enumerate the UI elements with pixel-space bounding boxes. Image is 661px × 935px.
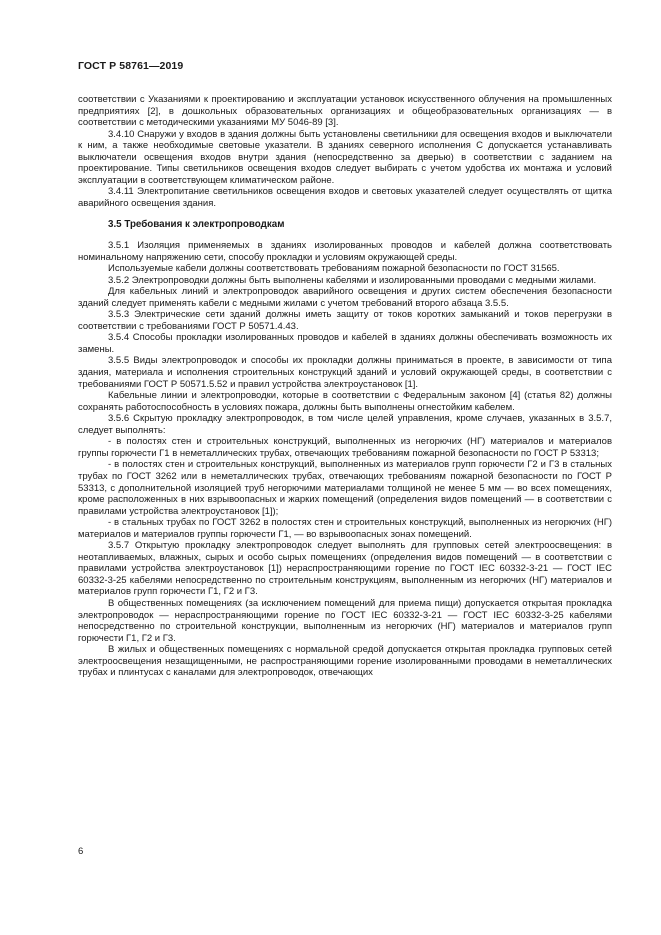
page-number: 6 — [78, 846, 84, 857]
paragraph: 3.4.10 Снаружи у входов в здания должны быть установлены светильники для освещения входов и выключатели к ним, а также необходимые световые указатели. В зданиях северного исполнения С допускается устанавливать выключатели освещения входов внутри здания (непосредственно за дверью) в соответствии с заданием на проектирование. Типы светильников освещения входов следует выбирать с учетом удобства их монтажа и условий эксплуатации в соответствующем климатическом районе. — [78, 128, 612, 186]
paragraph: 3.5.3 Электрические сети зданий должны иметь защиту от токов коротких замыканий и токов перегрузки в соответствии с требованиями ГОСТ Р 50571.4.43. — [78, 309, 612, 332]
paragraph: 3.5.2 Электропроводки должны быть выполнены кабелями и изолированными проводами с медными жилами. — [108, 274, 597, 286]
paragraph: соответствии с Указаниями к проектированию и эксплуатации установок искусственного облучения на промышленных предприятиях [2], в дошкольных образовательных организациях и общеобразовательных организациях — в соответствии с методическими указаниями МУ 5046-89 [3]. — [78, 94, 612, 129]
paragraph: Для кабельных линий и электропроводок аварийного освещения и других систем обеспечения безопасности зданий следует применять кабели с медными жилами с учетом требований второго абзаца 3.5.5. — [78, 286, 612, 309]
paragraph: Используемые кабели должны соответствовать требованиям пожарной безопасности по ГОСТ 31565. — [108, 263, 560, 275]
document-header: ГОСТ Р 58761—2019 — [78, 60, 184, 72]
paragraph: 3.4.11 Электропитание светильников освещения входов и световых указателей следует осуществлять от щитка аварийного освещения здания. — [78, 186, 612, 209]
paragraph: - в полостях стен и строительных конструкций, выполненных из материалов групп горючести Г2 и Г3 в стальных трубах по ГОСТ 3262 или в неметаллических трубах, отвечающих требованиям пожарной безопасности по ГОСТ Р 53313, с дополнительной изоляцией труб негорючими материалами толщиной не менее 5 мм — во всех помещениях, кроме расположенных в них взрывоопасных и жарких помещений (определения видов помещений — в соответствии с правилами устройства электроустановок [1]); — [78, 459, 612, 517]
paragraphs-after-section — [78, 240, 612, 679]
paragraph: 3.5.1 Изоляция применяемых в зданиях изолированных проводов и кабелей должна соответствовать номинальному напряжению сети, способу прокладки и условиям окружающей среды. — [78, 240, 612, 263]
paragraph: В общественных помещениях (за исключением помещений для приема пищи) допускается открытая прокладка электропроводок — нераспространяющими горение по ГОСТ IEC 60332-3-21 — ГОСТ IEC 60332-3-25 кабелями непосредственно по строительной конструкции, выполненным из негорючих (НГ) материалов и материалов групп горючести Г1, Г2 и Г3. — [78, 597, 612, 644]
paragraphs-before-section — [78, 94, 612, 209]
paragraph: - в стальных трубах по ГОСТ 3262 в полостях стен и строительных конструкций, выполненных из негорючих (НГ) материалов и материалов группы горючести Г1, — во взрывоопасных зонах помещений. — [78, 517, 612, 540]
paragraph: 3.5.6 Скрытую прокладку электропроводок, в том числе целей управления, кроме случаев, указанных в 3.5.7, следует выполнять: — [78, 413, 612, 436]
paragraph: 3.5.7 Открытую прокладку электропроводок следует выполнять для групповых сетей электроосвещения: в неотапливаемых, влажных, сырых и особо сырых помещениях (определения видов помещений — в соответствии с правилами устройства электроустановок [1]) нераспространяющими горение по ГОСТ IEC 60332-3-21 — ГОСТ IEC 60332-3-25 кабелями непосредственно по строительным конструкциям, выполненным из негорючих (НГ) материалов и материалов групп горючести Г1, Г2 и Г3. — [78, 540, 612, 598]
paragraph: Кабельные линии и электропроводки, которые в соответствии с Федеральным законом [4] (статья 82) должны сохранять работоспособность в условиях пожара, должны быть выполнены огнестойким кабелем. — [78, 390, 612, 413]
paragraph: 3.5.4 Способы прокладки изолированных проводов и кабелей в зданиях должны обеспечивать возможность их замены. — [78, 332, 612, 355]
paragraph: В жилых и общественных помещениях с нормальной средой допускается открытая прокладка групповых сетей электроосвещения незащищенными, не распространяющими горение изолированными проводами в неметаллических трубах и плинтусах с каналами для электропроводок, отвечающих — [78, 644, 612, 679]
section-heading: 3.5 Требования к электропроводкам — [108, 219, 285, 231]
paragraph: 3.5.5 Виды электропроводок и способы их прокладки должны приниматься в проекте, в зависимости от типа здания, материала и исполнения строительных конструкций зданий и условий окружающей среды, в соответствии с требованиями ГОСТ Р 50571.5.52 и правил устройства электроустановок [1]. — [78, 355, 612, 390]
paragraph: - в полостях стен и строительных конструкций, выполненных из негорючих (НГ) материалов и материалов группы горючести Г1 в неметаллических трубах, отвечающих требованиям пожарной безопасности по ГОСТ Р 53313; — [78, 436, 612, 459]
document-body — [78, 94, 612, 679]
